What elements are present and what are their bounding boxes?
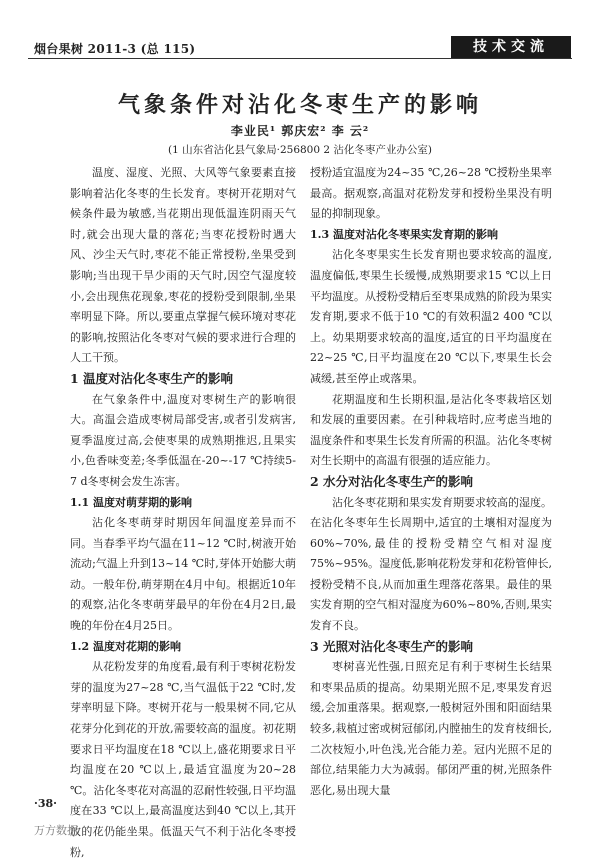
- paragraph: 花期温度和生长期积温,是沾化冬枣栽培区划和发展的重要因素。在引种栽培时,应考虑当地的温度条件和枣果生长发育所需的积温。沾化冬枣树对生长期中的高温有很强的适应能力。: [310, 392, 552, 468]
- section-heading: 1 温度对沾化冬枣生产的影响: [70, 370, 234, 386]
- paragraph: 沾化冬枣果实生长发育期也要求较高的温度,温度偏低,枣果生长缓慢,成熟期要求15 ℃以上日平均温度。从授粉受精后至枣果成熟的阶段为果实发育期,要求不低于10 ℃的有效积温2 400 ℃以上。幼果期要求较高的温度,适宜的日平均温度在22~25 ℃,日平均温度在20 ℃以下,枣果生长会减缓,甚至停止或落果。: [310, 248, 552, 385]
- article-title: 气象条件对沾化冬枣生产的影响: [117, 92, 482, 118]
- right-column: [310, 163, 552, 801]
- paragraph: 从花粉发芽的角度看,最有利于枣树花粉发芽的温度为27~28 ℃,当气温低于22 ℃时,发芽率明显下降。枣树开花与一般果树不同,它从花芽分化到花的开放,需要较高的温度。初花期要求日平均温度在18 ℃以上,盛花期要求日平均温度在20 ℃以上,最适宜温度为20~28 ℃。沾化冬枣花对高温的忍耐性较强,日平均温度在33 ℃以上,最高温度达到40 ℃以上,其开放的花仍能坐果。低温天气不利于沾化冬枣授粉,: [70, 660, 296, 859]
- watermark: 万方数据: [34, 824, 78, 837]
- subsection-heading: 1.2 温度对花期的影响: [70, 639, 181, 653]
- subsection-heading: 1.1 温度对萌芽期的影响: [70, 495, 192, 509]
- article-affiliation: (1 山东省沾化县气象局·256800 2 沾化冬枣产业办公室): [168, 144, 432, 156]
- intro-paragraph: 温度、湿度、光照、大风等气象要素直接影响着沾化冬枣的生长发育。枣树开花期对气候条件最为敏感,当花期出现低温连阴雨天气时,就会出现大量的落花;当枣花授粉时遇大风、沙尘天气时,枣花不能正常授粉,坐果受到影响;当出现干旱少雨的天气时,因空气湿度较小,会出现焦花现象,枣花的授粉受到限制,坐果率明显下降。所以,要重点掌握气候环境对枣花的影响,按照沾化冬枣对气候的要求进行合理的人工干预。: [70, 166, 296, 365]
- page-number: ·38·: [34, 797, 57, 810]
- paragraph: 沾化冬枣花期和果实发育期要求较高的湿度。在沾化冬枣年生长周期中,适宜的土壤相对湿度为60%~70%,最佳的授粉受精空气相对湿度75%~95%。湿度低,影响花粉发芽和花粉管伸长,授粉受精不良,从而加重生理落花落果。最佳的果实发育期的空气相对湿度为60%~80%,否则,果实发育不良。: [310, 495, 552, 633]
- journal-header: 烟台果树 2011-3 (总 115): [34, 42, 196, 56]
- paragraph: 枣树喜光性强,日照充足有利于枣树生长结果和枣果品质的提高。幼果期光照不足,枣果发育迟缓,会加重落果。据观察,一般树冠外围和阳面结果较多,栽植过密或树冠郁闭,内膛抽生的发育枝细长,二次枝短小,叶色浅,光合能力差。冠内光照不足的部位,结果能力大为减弱。郁闭严重的树,光照条件恶化,易出现大量: [310, 660, 552, 797]
- paragraph-continued: 授粉适宜温度为24~35 ℃,26~28 ℃授粉坐果率最高。据观察,高温对花粉发芽和授粉坐果没有明显的抑制现象。: [310, 166, 552, 221]
- article-authors: 李业民¹ 郭庆宏² 李 云²: [230, 124, 370, 138]
- section-heading: 2 水分对沾化冬枣生产的影响: [310, 473, 474, 489]
- section-heading: 3 光照对沾化冬枣生产的影响: [310, 638, 474, 654]
- paragraph: 在气象条件中,温度对枣树生产的影响很大。高温会造成枣树局部受害,或者引发病害,夏季温度过高,会使枣果的成熟期推迟,且果实小,色香味变差;冬季低温在-20~-17 ℃持续5-7 d冬枣树会发生冻害。: [70, 392, 296, 488]
- header-rule: [28, 58, 572, 59]
- left-column: [70, 163, 296, 863]
- section-label: 技术交流: [451, 36, 571, 58]
- paragraph: 沾化冬枣萌芽时期因年间温度差异而不同。当春季平均气温在11~12 ℃时,树液开始流动;气温上升到13~14 ℃时,芽体开始膨大萌动。一般年份,萌芽期在4月中旬。根据近10年的观察,沾化冬枣萌芽最早的年份在4月2日,最晚的年份在4月25日。: [70, 516, 296, 633]
- subsection-heading: 1.3 温度对沾化冬枣果实发育期的影响: [310, 227, 498, 241]
